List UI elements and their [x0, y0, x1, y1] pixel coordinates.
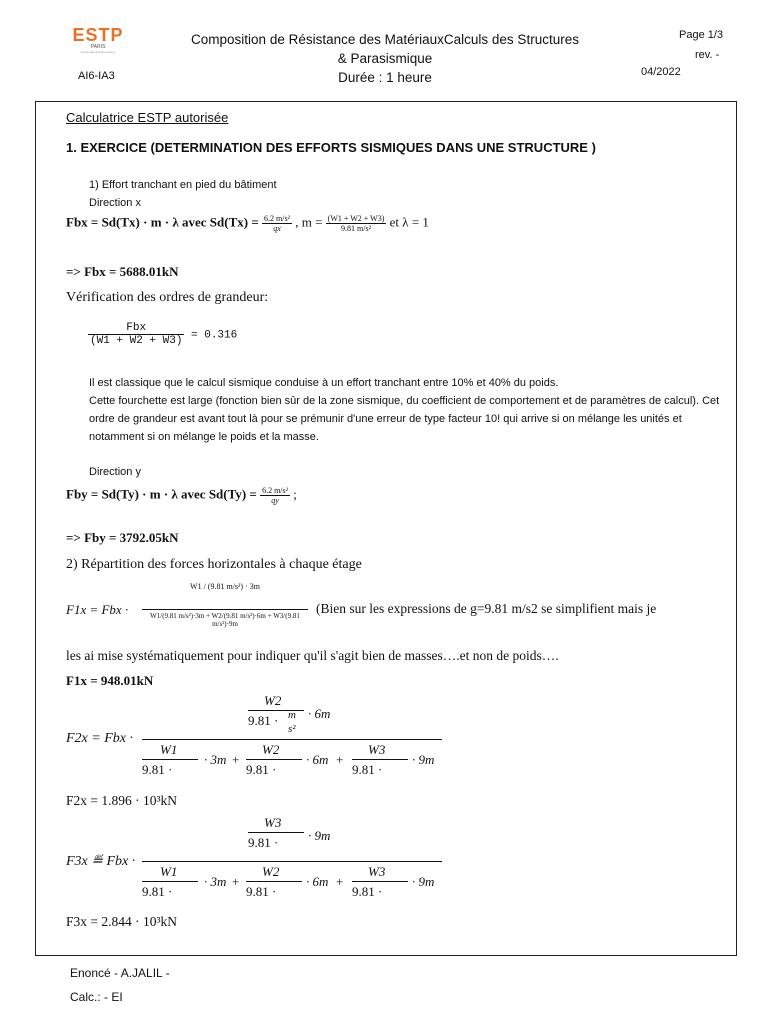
g-term: 9.81 ·: [246, 762, 277, 777]
f2x-fraction-bar: [142, 739, 442, 740]
sdy-denominator: qy: [271, 496, 279, 505]
f1x-numerator: W1 / (9.81 m/s²) · 3m: [190, 582, 260, 591]
f3x-result: F3x = 2.844 · 10³kN: [66, 914, 178, 929]
f2x-formula: [66, 693, 456, 785]
w2-term: W2: [262, 864, 280, 879]
m-fraction: [326, 214, 387, 233]
logo-text: ESTP: [72, 25, 124, 45]
document-date: 04/2022: [641, 66, 681, 78]
course-code: AI6-IA3: [78, 70, 115, 82]
f2x-result: F2x = 1.896 · 10³kN: [66, 793, 178, 808]
plus-sign: +: [336, 874, 344, 889]
factor-3m: · 3m: [204, 752, 227, 767]
title-line-1: Composition de Résistance des MatériauxCalculs des Structures: [191, 32, 579, 47]
g-term: 9.81 ·: [142, 884, 173, 899]
fbx-result: => Fbx = 5688.01kN: [66, 264, 179, 279]
verification-title: Vérification des ordres de grandeur:: [66, 290, 269, 305]
f2x-lhs: F2x = Fbx ·: [66, 731, 133, 746]
g-term: 9.81 ·: [352, 762, 383, 777]
fby-formula: [66, 486, 297, 505]
fbx-formula: [66, 214, 429, 233]
fby-lhs: Fby = Sd(Ty) · m · λ avec Sd(Ty) =: [66, 486, 257, 502]
g-term: 9.81 ·: [248, 713, 279, 728]
f2x-denominator: [142, 742, 452, 786]
sdy-fraction: [260, 486, 290, 505]
title-line-2: & Parasismique: [337, 51, 433, 66]
f1x-formula: [66, 582, 316, 638]
g-term: 9.81 ·: [248, 835, 279, 850]
direction-y-label: Direction y: [89, 466, 141, 478]
direction-x-label: Direction x: [89, 197, 141, 209]
paragraph-1: Il est classique que le calcul sismique conduise à un effort tranchant entre 10% et 40% du poids.: [89, 377, 559, 389]
ratio-denominator: (W1 + W2 + W3): [90, 335, 183, 347]
sdy-numerator: 6.2 m/s²: [262, 486, 289, 495]
revision: rev. -: [695, 49, 720, 61]
f3x-numerator: [246, 815, 356, 859]
sd-fraction: [262, 214, 292, 233]
f1x-note: (Bien sur les expressions de g=9.81 m/s2 se simplifient mais je: [316, 601, 657, 616]
ratio-formula: [88, 322, 237, 347]
f3x-lhs: F3x ≝ Fbx ·: [66, 854, 136, 869]
factor-9m: · 9m: [308, 828, 331, 843]
fby-result: => Fby = 3792.05kN: [66, 530, 179, 545]
page-number: Page 1/3: [679, 29, 724, 41]
lambda-clause: et λ = 1: [389, 214, 429, 230]
w2-term: W2: [264, 693, 282, 708]
w3-bar: [352, 881, 408, 882]
plus-sign: +: [232, 752, 240, 767]
w1-term: W1: [160, 742, 178, 757]
unit-m: m: [288, 709, 296, 721]
factor-6m: · 6m: [308, 706, 331, 721]
f3x-denominator: [142, 864, 452, 908]
w1-term: W1: [160, 864, 178, 879]
f1x-result: F1x = 948.01kN: [66, 673, 154, 688]
factor-6m: · 6m: [306, 874, 329, 889]
w1-bar: [142, 759, 198, 760]
f2x-numerator: [246, 693, 356, 737]
estp-logo: [70, 26, 126, 54]
ratio-fraction: [88, 322, 184, 347]
w2-bar: [246, 759, 302, 760]
item-2-heading: 2) Répartition des forces horizontales à chaque étage: [66, 557, 362, 572]
title-line-3: Durée : 1 heure: [338, 70, 432, 85]
item-1-heading: 1) Effort tranchant en pied du bâtiment: [89, 179, 277, 191]
logo-tagline: l'école des grands travaux: [80, 50, 116, 54]
f1x-note-continued: les ai mise systématiquement pour indiquer qu'il s'agit bien de masses….et non de poids….: [66, 648, 559, 663]
f1x-lhs: F1x = Fbx ·: [66, 602, 129, 617]
ratio-numerator: Fbx: [88, 322, 184, 335]
w3-term: W3: [264, 815, 282, 830]
m-label: , m =: [295, 214, 323, 230]
fbx-lhs: Fbx = Sd(Tx) · m · λ avec Sd(Tx) =: [66, 214, 259, 230]
sd-denominator: qx: [273, 224, 281, 233]
m-numerator: (W1 + W2 + W3): [327, 214, 385, 223]
w3-bar: [352, 759, 408, 760]
factor-3m: · 3m: [204, 874, 227, 889]
calculator-note: Calculatrice ESTP autorisée: [66, 110, 229, 125]
m-denominator: 9.81 m/s²: [341, 224, 372, 233]
ratio-value: = 0.316: [191, 329, 238, 342]
w3-bar: [248, 832, 304, 833]
factor-9m: · 9m: [412, 752, 435, 767]
sd-numerator: 6.2 m/s²: [264, 214, 290, 223]
g-term: 9.81 ·: [142, 762, 173, 777]
fby-tail: ;: [293, 486, 297, 502]
factor-6m: · 6m: [306, 752, 329, 767]
logo-sub: PARIS: [90, 44, 106, 50]
w2-term: W2: [262, 742, 280, 757]
plus-sign: +: [336, 752, 344, 767]
exercise-heading: 1. EXERCICE (DETERMINATION DES EFFORTS SISMIQUES DANS UNE STRUCTURE ): [66, 140, 596, 155]
document-title: [170, 30, 600, 87]
w2-bar: [246, 881, 302, 882]
f3x-formula: [66, 815, 456, 907]
w3-term: W3: [368, 864, 386, 879]
unit-s2: s²: [288, 723, 296, 735]
paragraph-2: Cette fourchette est large (fonction bien sûr de la zone sismique, du coefficient de comportement et de paramètres de calcul). Cet ordre de grandeur est avant tout là pour se prémunir d'une erreur de type facteur 10! qui arrive si on mélange les unités et notamment si on mélange le poids et la masse.: [89, 395, 720, 443]
f1x-denominator: W1/(9.81 m/s²)·3m + W2/(9.81 m/s²)·6m + W3/(9.81 m/s²)·9m: [150, 612, 300, 628]
g-term: 9.81 ·: [352, 884, 383, 899]
w3-term: W3: [368, 742, 386, 757]
footer-author: Enoncé - A.JALIL -: [70, 966, 170, 980]
f3x-fraction-bar: [142, 861, 442, 862]
f1x-fraction-bar: [142, 609, 308, 610]
g-term: 9.81 ·: [246, 884, 277, 899]
factor-9m: · 9m: [412, 874, 435, 889]
w1-bar: [142, 881, 198, 882]
plus-sign: +: [232, 874, 240, 889]
footer-calc: Calc.: - EI: [70, 990, 123, 1004]
